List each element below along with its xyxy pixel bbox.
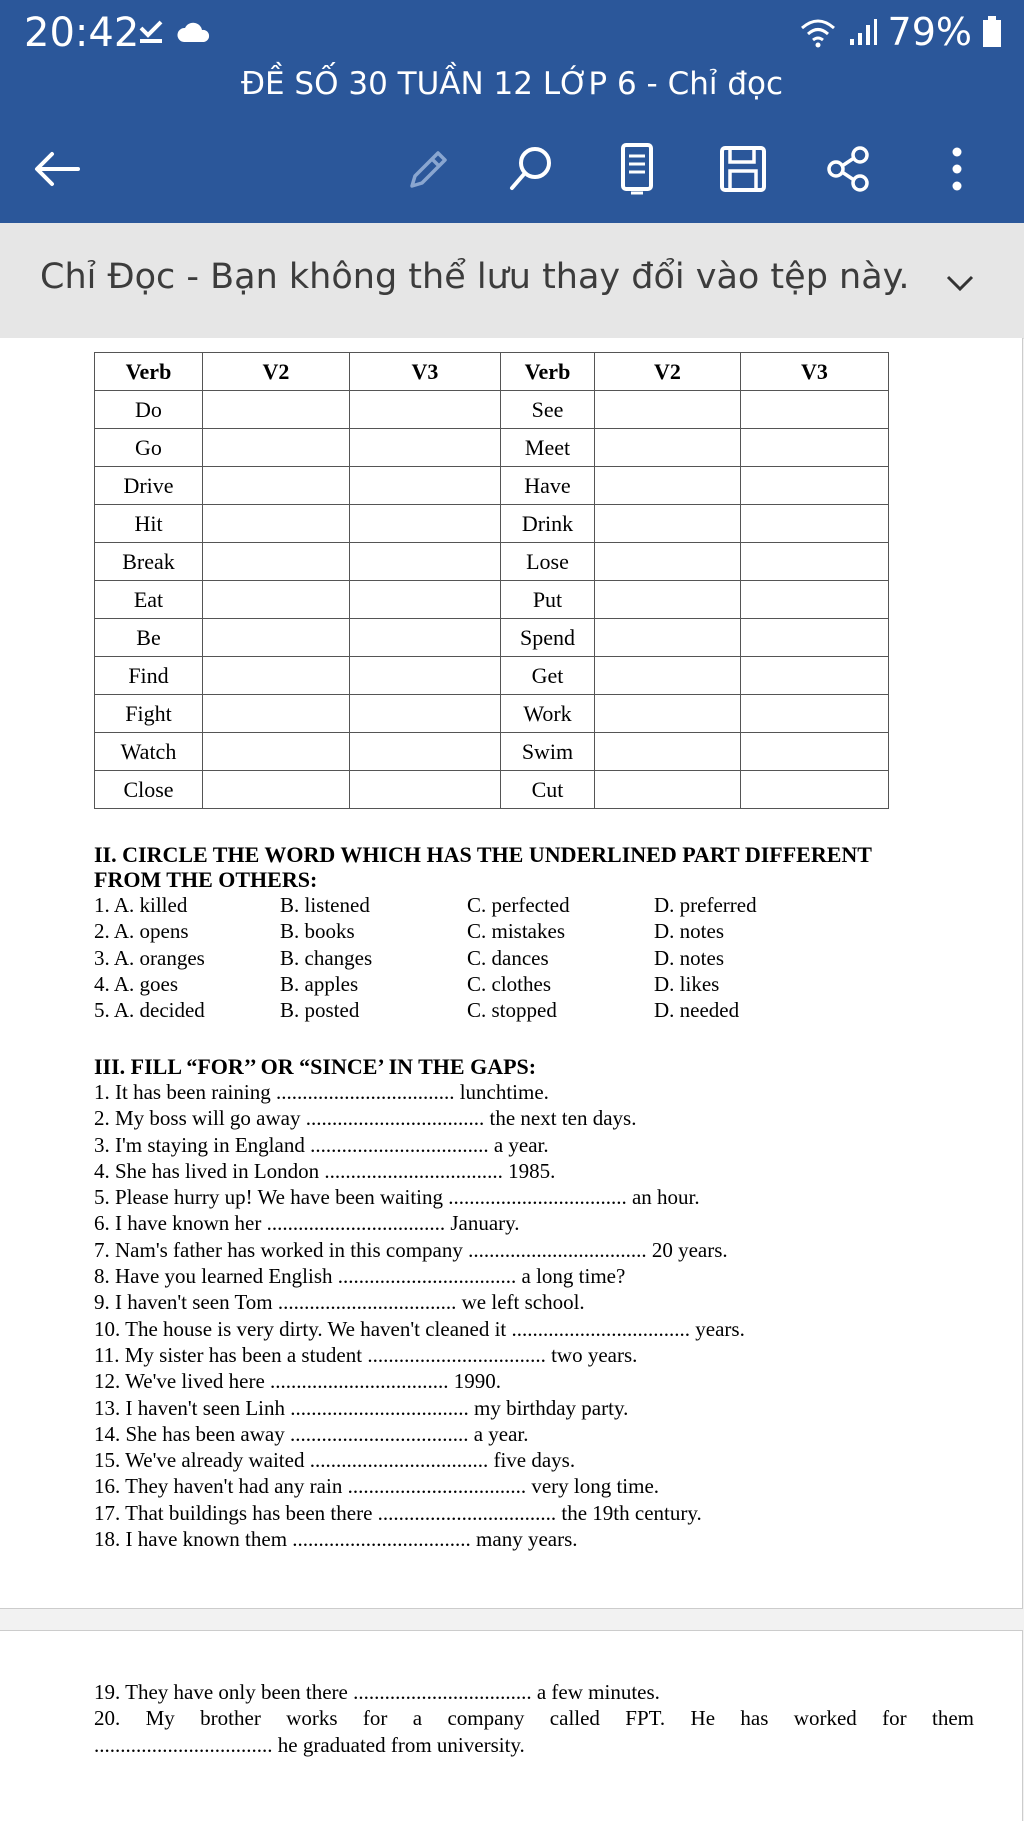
exercise-item: 15. We've already waited .................................. five days.	[94, 1448, 576, 1473]
search-button[interactable]	[496, 134, 566, 204]
option-c: C. dances	[467, 945, 549, 970]
verb-table	[94, 352, 889, 809]
search-icon	[506, 144, 556, 194]
empty-cell	[350, 695, 501, 733]
question-row	[94, 971, 974, 997]
back-arrow-icon	[32, 149, 82, 189]
verb-cell: Go	[95, 429, 203, 467]
empty-cell	[741, 771, 889, 809]
table-row	[95, 657, 889, 695]
verb-cell: Watch	[95, 733, 203, 771]
option-a: 3. A. oranges	[94, 945, 205, 970]
exercise-item: 18. I have known them .................................. many years.	[94, 1527, 578, 1552]
empty-cell	[741, 429, 889, 467]
section-3-title: III. FILL “FOR’’ OR “SINCE’ IN THE GAPS:	[94, 1054, 537, 1079]
empty-cell	[741, 657, 889, 695]
empty-cell	[741, 467, 889, 505]
exercise-item: 5. Please hurry up! We have been waiting .................................. an hour.	[94, 1185, 700, 1210]
empty-cell	[350, 619, 501, 657]
empty-cell	[203, 467, 350, 505]
exercise-item: 14. She has been away .................................. a year.	[94, 1421, 529, 1446]
empty-cell	[741, 505, 889, 543]
option-d: D. preferred	[654, 893, 757, 917]
empty-cell	[595, 391, 741, 429]
empty-cell	[741, 619, 889, 657]
table-row	[95, 505, 889, 543]
empty-cell	[595, 429, 741, 467]
verb-cell: Eat	[95, 581, 203, 619]
empty-cell	[203, 657, 350, 695]
table-row	[95, 429, 889, 467]
exercise-item: 3. I'm staying in England .................................. a year.	[94, 1132, 549, 1157]
verb-cell: Get	[501, 657, 595, 695]
section-2-title-line1: II. CIRCLE THE WORD WHICH HAS THE UNDERLINED PART DIFFERENT	[94, 842, 872, 867]
section-3-continued	[94, 1679, 974, 1758]
empty-cell	[595, 467, 741, 505]
empty-cell	[203, 391, 350, 429]
table-row	[95, 581, 889, 619]
verb-cell: Fight	[95, 695, 203, 733]
empty-cell	[350, 657, 501, 695]
empty-cell	[350, 391, 501, 429]
exercise-item: 17. That buildings has been there .................................. the 19th century.	[94, 1500, 702, 1525]
wifi-icon	[798, 16, 838, 48]
empty-cell	[595, 695, 741, 733]
verb-cell: Close	[95, 771, 203, 809]
back-button[interactable]	[22, 134, 92, 204]
exercise-item: 13. I haven't seen Linh .................................. my birthday party.	[94, 1395, 629, 1420]
header-verb: Verb	[501, 353, 595, 391]
option-c: C. stopped	[467, 998, 557, 1023]
verb-cell: Swim	[501, 733, 595, 771]
exercise-item: 6. I have known her .................................. January.	[94, 1211, 520, 1236]
verb-cell: Hit	[95, 505, 203, 543]
read-only-message: Chỉ Đọc - Bạn không thể lưu thay đổi vào tệp này.	[40, 257, 910, 297]
option-d: D. notes	[654, 945, 724, 970]
empty-cell	[350, 543, 501, 581]
save-icon	[719, 145, 767, 193]
option-c: C. mistakes	[467, 919, 565, 944]
table-row	[95, 771, 889, 809]
table-header-row	[95, 353, 889, 391]
status-time: 20:42	[24, 10, 140, 56]
app-bar	[0, 0, 1024, 223]
empty-cell	[350, 429, 501, 467]
status-icons-right	[798, 10, 1002, 54]
exercise-item: 2. My boss will go away .................................. the next ten days.	[94, 1106, 637, 1131]
pencil-icon	[402, 144, 452, 194]
question-row	[94, 997, 974, 1023]
option-b: B. changes	[280, 945, 373, 970]
empty-cell	[350, 771, 501, 809]
more-vertical-icon	[947, 144, 967, 194]
header-verb: Verb	[95, 353, 203, 391]
empty-cell	[595, 771, 741, 809]
verb-cell: Meet	[501, 429, 595, 467]
cloud-icon	[176, 18, 212, 44]
status-bar	[0, 0, 1024, 62]
verb-cell: Spend	[501, 619, 595, 657]
exercise-item: 12. We've lived here .................................. 1990.	[94, 1369, 502, 1394]
chevron-down-icon	[945, 273, 975, 293]
option-b: B. books	[280, 919, 355, 944]
document-page-1	[0, 338, 1023, 1609]
exercise-item: .................................. he graduated from university.	[94, 1732, 525, 1757]
verb-cell: Work	[501, 695, 595, 733]
option-d: D. notes	[654, 919, 724, 944]
verb-cell: Break	[95, 543, 203, 581]
option-b: B. listened	[280, 893, 370, 917]
table-row	[95, 733, 889, 771]
header-v2: V2	[595, 353, 741, 391]
verb-cell: Do	[95, 391, 203, 429]
question-row	[94, 892, 974, 918]
edit-button[interactable]	[392, 134, 462, 204]
header-v3: V3	[350, 353, 501, 391]
verb-cell: Drive	[95, 467, 203, 505]
table-row	[95, 543, 889, 581]
empty-cell	[203, 581, 350, 619]
verb-cell: Find	[95, 657, 203, 695]
share-button[interactable]	[814, 134, 884, 204]
empty-cell	[595, 733, 741, 771]
empty-cell	[595, 657, 741, 695]
option-a: 2. A. opens	[94, 919, 189, 944]
empty-cell	[741, 695, 889, 733]
exercise-item: 16. They haven't had any rain .................................. very long time.	[94, 1474, 660, 1499]
battery-icon	[982, 16, 1002, 48]
question-row	[94, 918, 974, 944]
empty-cell	[595, 619, 741, 657]
exercise-item: 11. My sister has been a student .................................. two years.	[94, 1342, 638, 1367]
verb-cell: Put	[501, 581, 595, 619]
more-options-button[interactable]	[922, 134, 992, 204]
empty-cell	[350, 581, 501, 619]
exercise-item: 19. They have only been there .................................. a few minutes.	[94, 1680, 660, 1704]
document-view-icon	[617, 142, 657, 196]
section-2	[94, 842, 974, 1023]
empty-cell	[350, 467, 501, 505]
empty-cell	[203, 543, 350, 581]
document-page-2	[0, 1630, 1023, 1821]
section-3	[94, 1054, 974, 1552]
option-a: 4. A. goes	[94, 971, 178, 996]
empty-cell	[741, 543, 889, 581]
reading-view-button[interactable]	[602, 134, 672, 204]
exercise-item: 10. The house is very dirty. We haven't cleaned it .................................. years.	[94, 1316, 745, 1341]
empty-cell	[203, 771, 350, 809]
verb-cell: Drink	[501, 505, 595, 543]
battery-percent: 79%	[887, 10, 972, 54]
exercise-item: 9. I haven't seen Tom .................................. we left school.	[94, 1290, 585, 1315]
empty-cell	[350, 505, 501, 543]
option-a: 5. A. decided	[94, 998, 205, 1023]
option-b: B. posted	[280, 998, 360, 1023]
verb-cell: See	[501, 391, 595, 429]
signal-icon	[848, 17, 878, 47]
header-v3: V3	[741, 353, 889, 391]
document-title: ĐỀ SỐ 30 TUẦN 12 LỚP 6 - Chỉ đọc	[240, 66, 784, 102]
option-d: D. likes	[654, 971, 720, 996]
exercise-item: 7. Nam's father has worked in this company .................................. 20 years.	[94, 1237, 728, 1262]
empty-cell	[595, 543, 741, 581]
table-row	[95, 391, 889, 429]
empty-cell	[203, 505, 350, 543]
exercise-item: 1. It has been raining .................................. lunchtime.	[94, 1080, 549, 1104]
empty-cell	[741, 581, 889, 619]
section-2-title-line2: FROM THE OTHERS:	[94, 867, 318, 892]
empty-cell	[203, 733, 350, 771]
banner-expand-button[interactable]	[936, 259, 984, 307]
download-done-icon	[136, 16, 166, 46]
empty-cell	[203, 695, 350, 733]
empty-cell	[203, 619, 350, 657]
read-only-banner	[0, 223, 1024, 339]
table-row	[95, 695, 889, 733]
empty-cell	[741, 733, 889, 771]
table-row	[95, 467, 889, 505]
empty-cell	[350, 733, 501, 771]
verb-cell: Lose	[501, 543, 595, 581]
status-icons-left	[136, 16, 212, 46]
header-v2: V2	[203, 353, 350, 391]
exercise-item: 8. Have you learned English .................................. a long time?	[94, 1264, 626, 1289]
empty-cell	[741, 391, 889, 429]
exercise-item: 4. She has lived in London .................................. 1985.	[94, 1158, 556, 1183]
share-icon	[824, 144, 874, 194]
option-b: B. apples	[280, 971, 359, 996]
exercise-item: 20. My brother works for a company called FPT. He has worked for them	[94, 1706, 974, 1731]
question-row	[94, 945, 974, 971]
verb-cell: Cut	[501, 771, 595, 809]
empty-cell	[595, 581, 741, 619]
toolbar	[0, 134, 1024, 204]
empty-cell	[203, 429, 350, 467]
verb-cell: Have	[501, 467, 595, 505]
save-button[interactable]	[708, 134, 778, 204]
verb-cell: Be	[95, 619, 203, 657]
option-a: 1. A. killed	[94, 893, 188, 917]
table-row	[95, 619, 889, 657]
option-d: D. needed	[654, 998, 740, 1023]
empty-cell	[595, 505, 741, 543]
option-c: C. perfected	[467, 893, 570, 917]
option-c: C. clothes	[467, 971, 551, 996]
